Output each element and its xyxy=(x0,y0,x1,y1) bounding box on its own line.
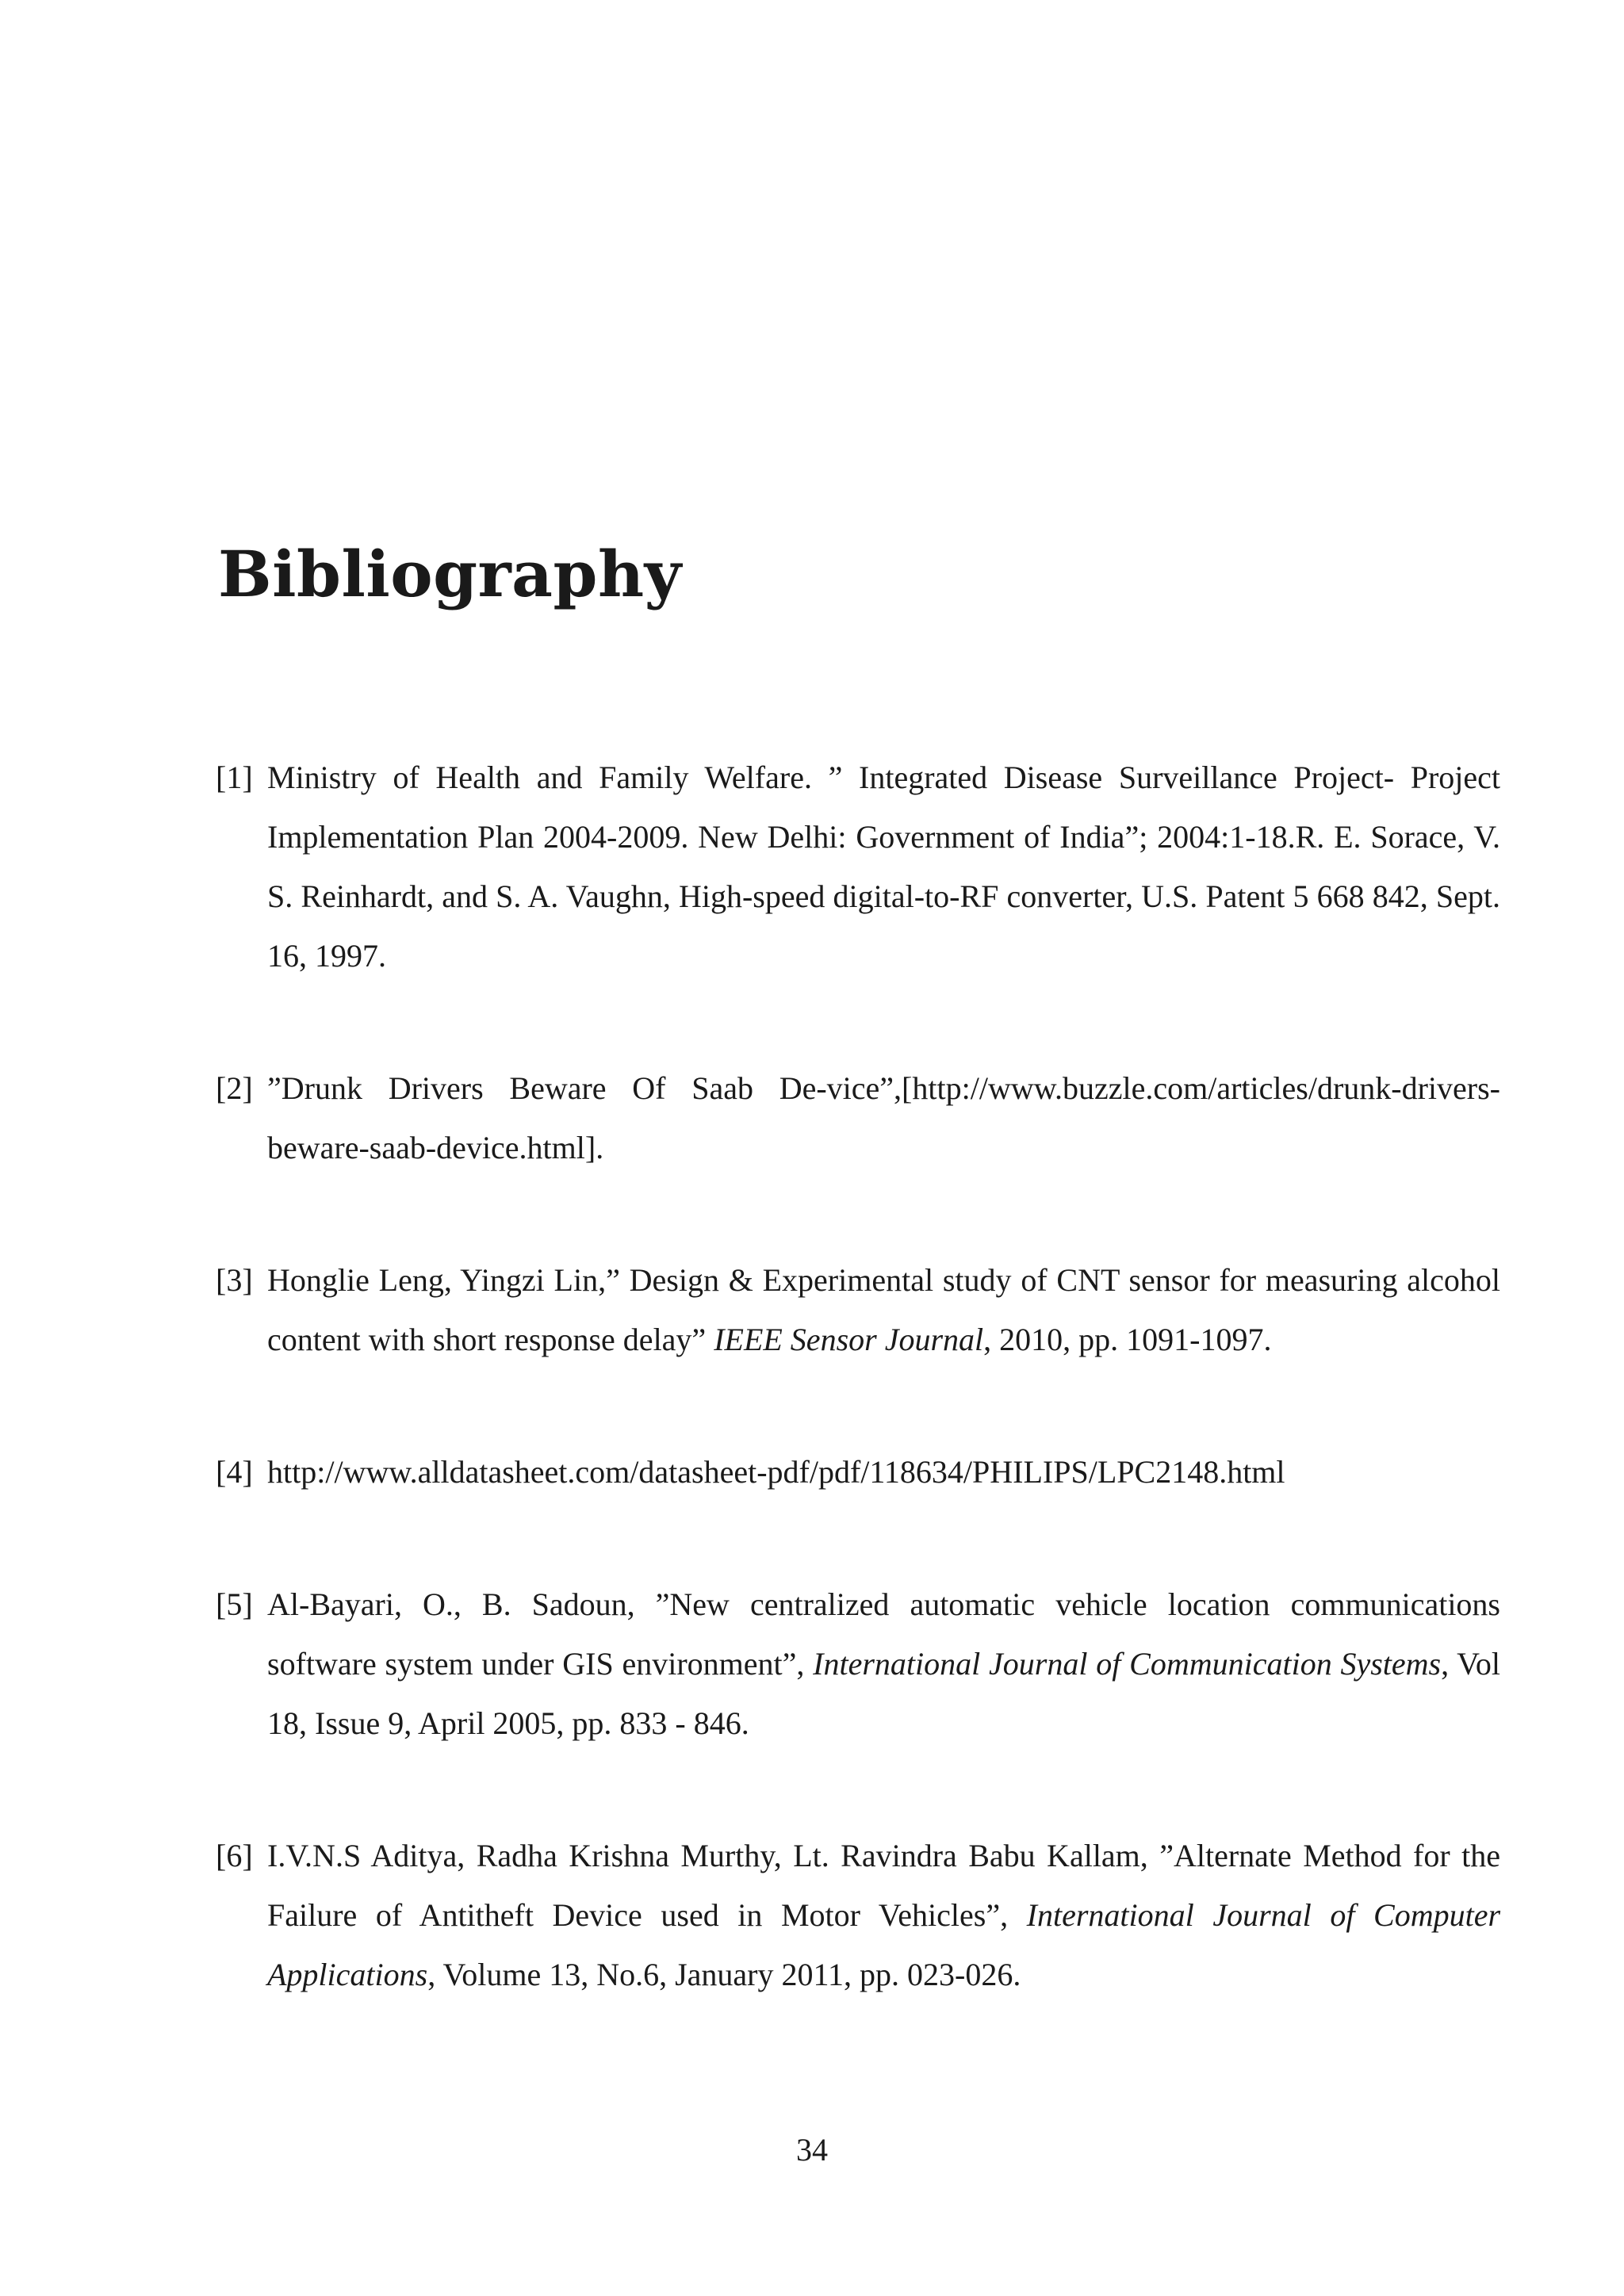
reference-text-segment: , Vol 18, Issue 9, April 2005, pp. 833 - 846. xyxy=(267,1646,1501,1741)
reference-entry xyxy=(216,1250,1500,1369)
reference-number: [5] xyxy=(216,1586,253,1622)
reference-text-segment: Al-Bayari, O., B. Sadoun, ”New centralized automatic vehicle location communications software system under GIS environment”, xyxy=(267,1586,1500,1682)
page-title: Bibliography xyxy=(218,537,682,611)
reference-text-segment: http://www.alldatasheet.com/datasheet-pdf/pdf/118634/PHILIPS/LPC2148.html xyxy=(267,1454,1285,1490)
page-number: 34 xyxy=(796,2132,828,2168)
reference-text-segment: I.V.N.S Aditya, Radha Krishna Murthy, Lt. Ravindra Babu Kallam, ”Alternate Method for the Failure of Antitheft Device used in Motor Vehicles”, xyxy=(267,1838,1500,1933)
reference-entry xyxy=(216,1575,1500,1753)
reference-entry xyxy=(216,1826,1500,2004)
reference-number: [6] xyxy=(216,1838,253,1873)
reference-number: [2] xyxy=(216,1070,253,1106)
reference-number: [3] xyxy=(216,1262,253,1298)
reference-text-segment: Ministry of Health and Family Welfare. ” Integrated Disease Surveillance Project- Project Implementation Plan 2004-2009. New Delhi: Government of India”; 2004:1-18.R. E. Sorace, V. S. Reinhardt, and S. A. Vaughn, High-speed digital-to-RF converter, U.S. Patent 5 668 842, Sept. 16, 1997. xyxy=(267,760,1500,974)
bibliography-list xyxy=(216,748,1500,2077)
reference-text xyxy=(267,1262,1500,1357)
reference-entry xyxy=(216,1442,1500,1502)
reference-journal-title: International Journal of Communication Systems xyxy=(813,1646,1442,1682)
reference-entry xyxy=(216,748,1500,985)
reference-text-segment: , 2010, pp. 1091-1097. xyxy=(983,1322,1272,1357)
reference-text-segment: ”Drunk Drivers Beware Of Saab De-vice”,[http://www.buzzle.com/articles/drunk-drivers-beware-saab-device.html]. xyxy=(267,1070,1500,1165)
reference-text xyxy=(267,1586,1500,1741)
reference-number: [1] xyxy=(216,760,253,795)
reference-text xyxy=(267,1838,1500,1992)
reference-text xyxy=(267,760,1500,974)
reference-journal-title: International Journal of Computer Applications xyxy=(267,1897,1501,1992)
reference-journal-title: IEEE Sensor Journal xyxy=(714,1322,984,1357)
reference-number: [4] xyxy=(216,1454,253,1490)
reference-text-segment: , Volume 13, No.6, January 2011, pp. 023-026. xyxy=(427,1957,1021,1992)
reference-entry xyxy=(216,1058,1500,1177)
reference-text xyxy=(267,1454,1285,1490)
reference-text-segment: Honglie Leng, Yingzi Lin,” Design & Experimental study of CNT sensor for measuring alcohol content with short response delay” xyxy=(267,1262,1500,1357)
reference-text xyxy=(267,1070,1500,1165)
